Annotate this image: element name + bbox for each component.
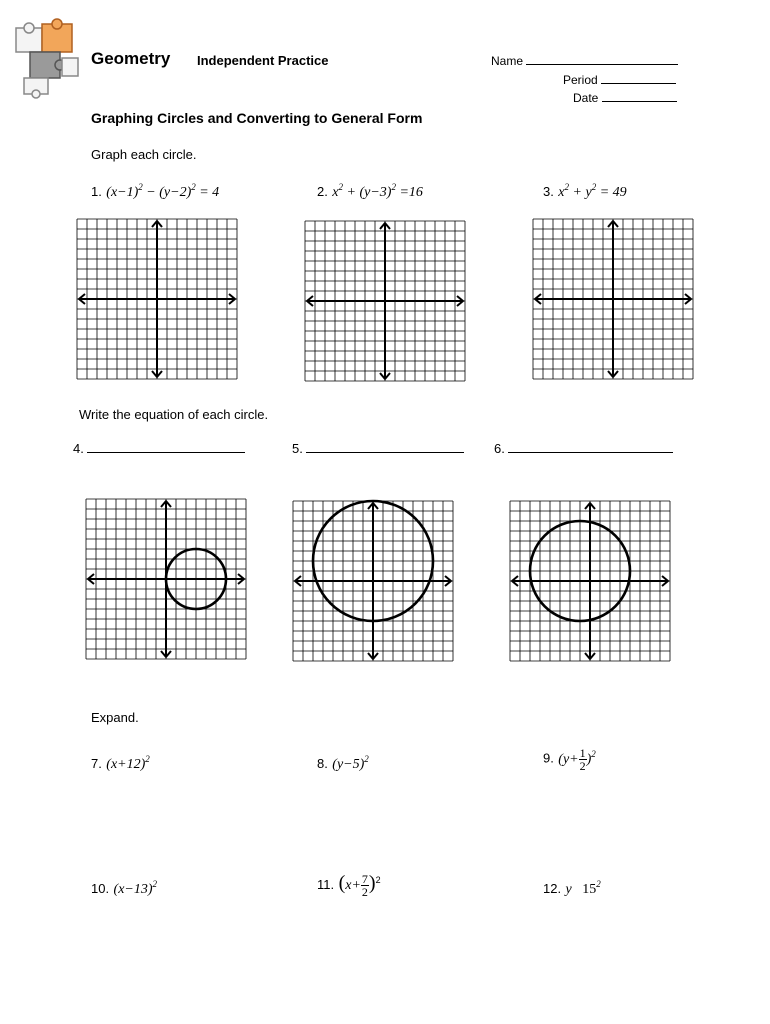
problem-6-answer[interactable]: 6. xyxy=(494,441,673,456)
graph-grid-1[interactable] xyxy=(76,213,238,385)
graph-instructions: Graph each circle. xyxy=(91,147,197,162)
name-field[interactable] xyxy=(491,54,678,68)
circle-graph-4 xyxy=(85,493,247,665)
name-blank[interactable] xyxy=(526,64,678,65)
page-title: Geometry xyxy=(91,49,171,68)
date-field[interactable] xyxy=(573,91,677,105)
problem-10: 10. $(x-13)^2$ xyxy=(91,879,158,897)
axes xyxy=(307,223,463,379)
page-subtitle: Independent Practice xyxy=(197,53,329,68)
problem-9: 9. (y+ $\frac{1}{2}$ )$^2$ xyxy=(543,746,596,773)
problem-1-label: 1. $(x-1)^2 - (y-2)^2 = 4$ xyxy=(91,182,220,200)
problem-8: 8. $(y-5)^2$ xyxy=(317,754,369,772)
write-instructions: Write the equation of each circle. xyxy=(79,407,269,422)
axes xyxy=(295,503,451,659)
problem-7: 7. $(x+12)^2$ xyxy=(91,754,150,772)
equation-2: $x^2 + (y-3)^2 =16$ xyxy=(332,182,423,200)
date-label: Date xyxy=(573,91,599,105)
problem-11: 11. (x+ $\frac{7}{2}$ )$^2$ xyxy=(317,872,381,900)
graph-grid-2[interactable] xyxy=(304,215,466,387)
answer-blank-6[interactable] xyxy=(508,452,673,453)
expression-9: (y+ $\frac{1}{2}$ )$^2$ xyxy=(558,746,596,773)
expression-12: y $15^2$ xyxy=(565,879,601,897)
equation-3: $x^2 + y^2 = 49$ xyxy=(558,182,627,200)
axes xyxy=(535,221,691,377)
axes xyxy=(79,221,235,377)
puzzle-logo-icon xyxy=(10,18,82,98)
answer-blank-5[interactable] xyxy=(306,452,464,453)
equation-1: $(x-1)^2 - (y-2)^2 = 4$ xyxy=(106,182,220,200)
expression-10: $(x-13)^2$ xyxy=(113,879,158,897)
answer-blank-4[interactable] xyxy=(87,452,245,453)
expression-11: ( xyxy=(338,872,346,894)
expand-instructions: Expand. xyxy=(91,710,139,725)
date-blank[interactable] xyxy=(602,101,677,102)
axes xyxy=(512,503,668,659)
expression-8: $(y-5)^2$ xyxy=(332,754,369,772)
circle-graph-6 xyxy=(509,495,671,667)
problem-3-label: 3. $x^2 + y^2 = 49$ xyxy=(543,182,627,200)
expression-7: $(x+12)^2$ xyxy=(106,754,150,772)
problem-5-answer[interactable]: 5. xyxy=(292,441,464,456)
problem-2-label: 2. $x^2 + (y-3)^2 =16$ xyxy=(317,182,423,200)
period-label: Period xyxy=(563,73,598,87)
section-title: Graphing Circles and Converting to General Form xyxy=(91,110,423,126)
period-field[interactable] xyxy=(563,73,676,87)
problem-4-answer[interactable]: 4. xyxy=(73,441,245,456)
graph-grid-3[interactable] xyxy=(532,213,694,385)
problem-12: 12. y $15^2$ xyxy=(543,879,601,897)
name-label: Name xyxy=(491,54,524,68)
circle-graph-5 xyxy=(292,495,454,667)
period-blank[interactable] xyxy=(601,83,676,84)
